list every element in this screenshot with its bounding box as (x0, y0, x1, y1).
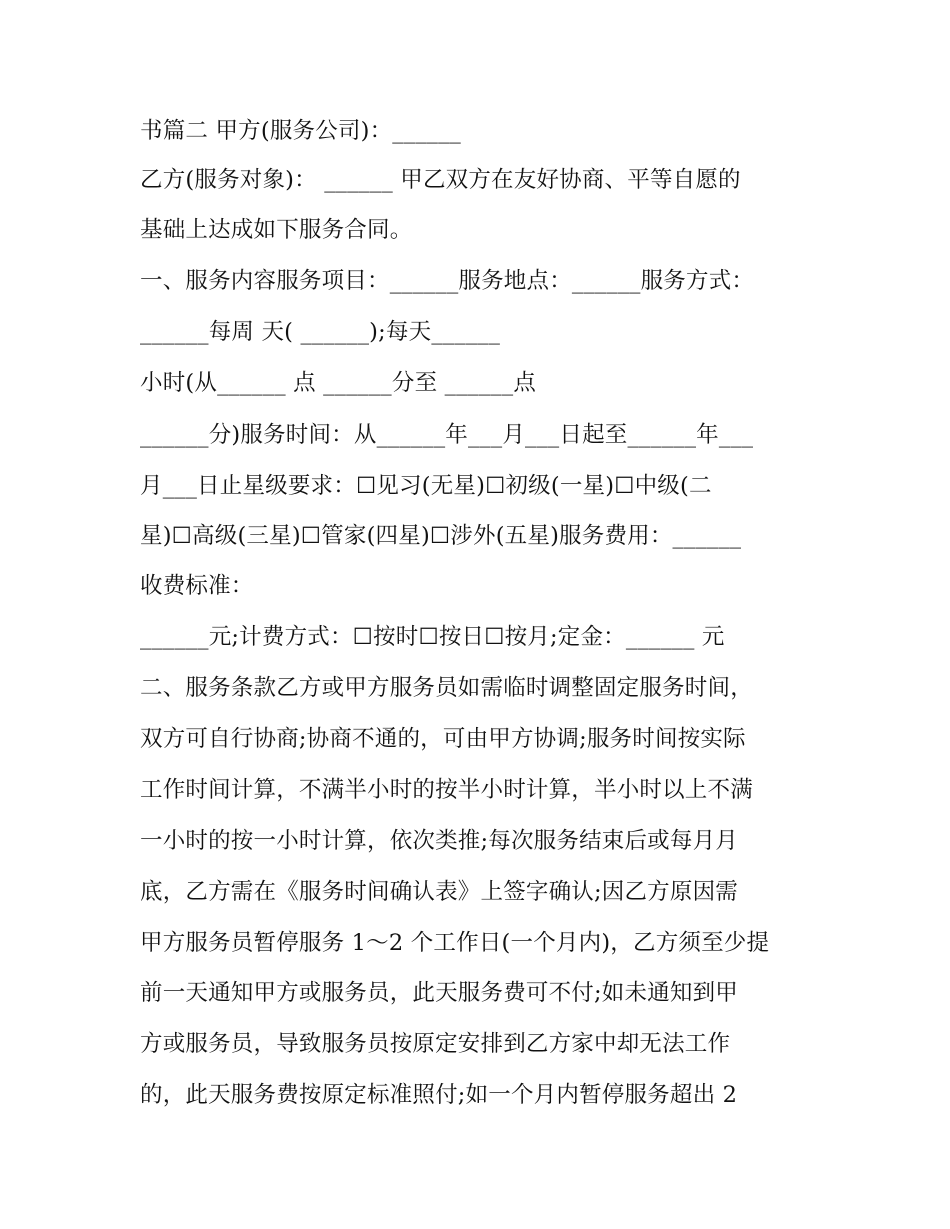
text-line-17: 甲方服务员暂停服务 1～2 个工作日(一个月内)，乙方须至少提 (140, 930, 770, 956)
text-line-3: 基础上达成如下服务合同。 (140, 217, 413, 243)
text-line-12: 二、服务条款乙方或甲方服务员如需临时调整固定服务时间， (140, 675, 753, 701)
text-line-16: 底，乙方需在《服务时间确认表》上签字确认;因乙方原因需 (140, 879, 738, 905)
text-line-19: 方或服务员，导致服务员按原定安排到乙方家中却无法工作 (140, 1031, 731, 1057)
text-line-7: ______分)服务时间：从______年___月___日起至______年___ (140, 422, 754, 448)
text-line-10: 收费标准： (140, 573, 254, 599)
text-line-6: 小时(从______ 点 ______分至 ______点 (140, 370, 537, 396)
text-line-15: 一小时的按一小时计算，依次类推;每次服务结束后或每月月 (140, 828, 738, 854)
text-line-9: 星)☐高级(三星)☐管家(四星)☐涉外(五星)服务费用：______ (140, 523, 742, 549)
text-line-8: 月___日止星级要求：☐见习(无星)☐初级(一星)☐中级(二 (140, 473, 712, 499)
text-line-5: ______每周 天( ______);每天______ (140, 319, 501, 345)
text-line-13: 双方可自行协商;协商不通的，可由甲方协调;服务时间按实际 (140, 726, 746, 752)
text-line-11: ______元;计费方式：☐按时☐按日☐按月;定金：______ 元 (140, 624, 725, 650)
text-line-4: 一、服务内容服务项目：______服务地点：______服务方式： (140, 268, 755, 294)
text-line-1: 书篇二 甲方(服务公司)：______ (140, 118, 462, 144)
text-line-18: 前一天通知甲方或服务员，此天服务费可不付;如未通知到甲 (140, 980, 738, 1006)
text-line-2: 乙方(服务对象)： ______ 甲乙双方在友好协商、平等自愿的 (140, 167, 741, 193)
text-line-14: 工作时间计算，不满半小时的按半小时计算，半小时以上不满 (140, 777, 753, 803)
text-line-20: 的，此天服务费按原定标准照付;如一个月内暂停服务超出 2 (140, 1082, 738, 1108)
